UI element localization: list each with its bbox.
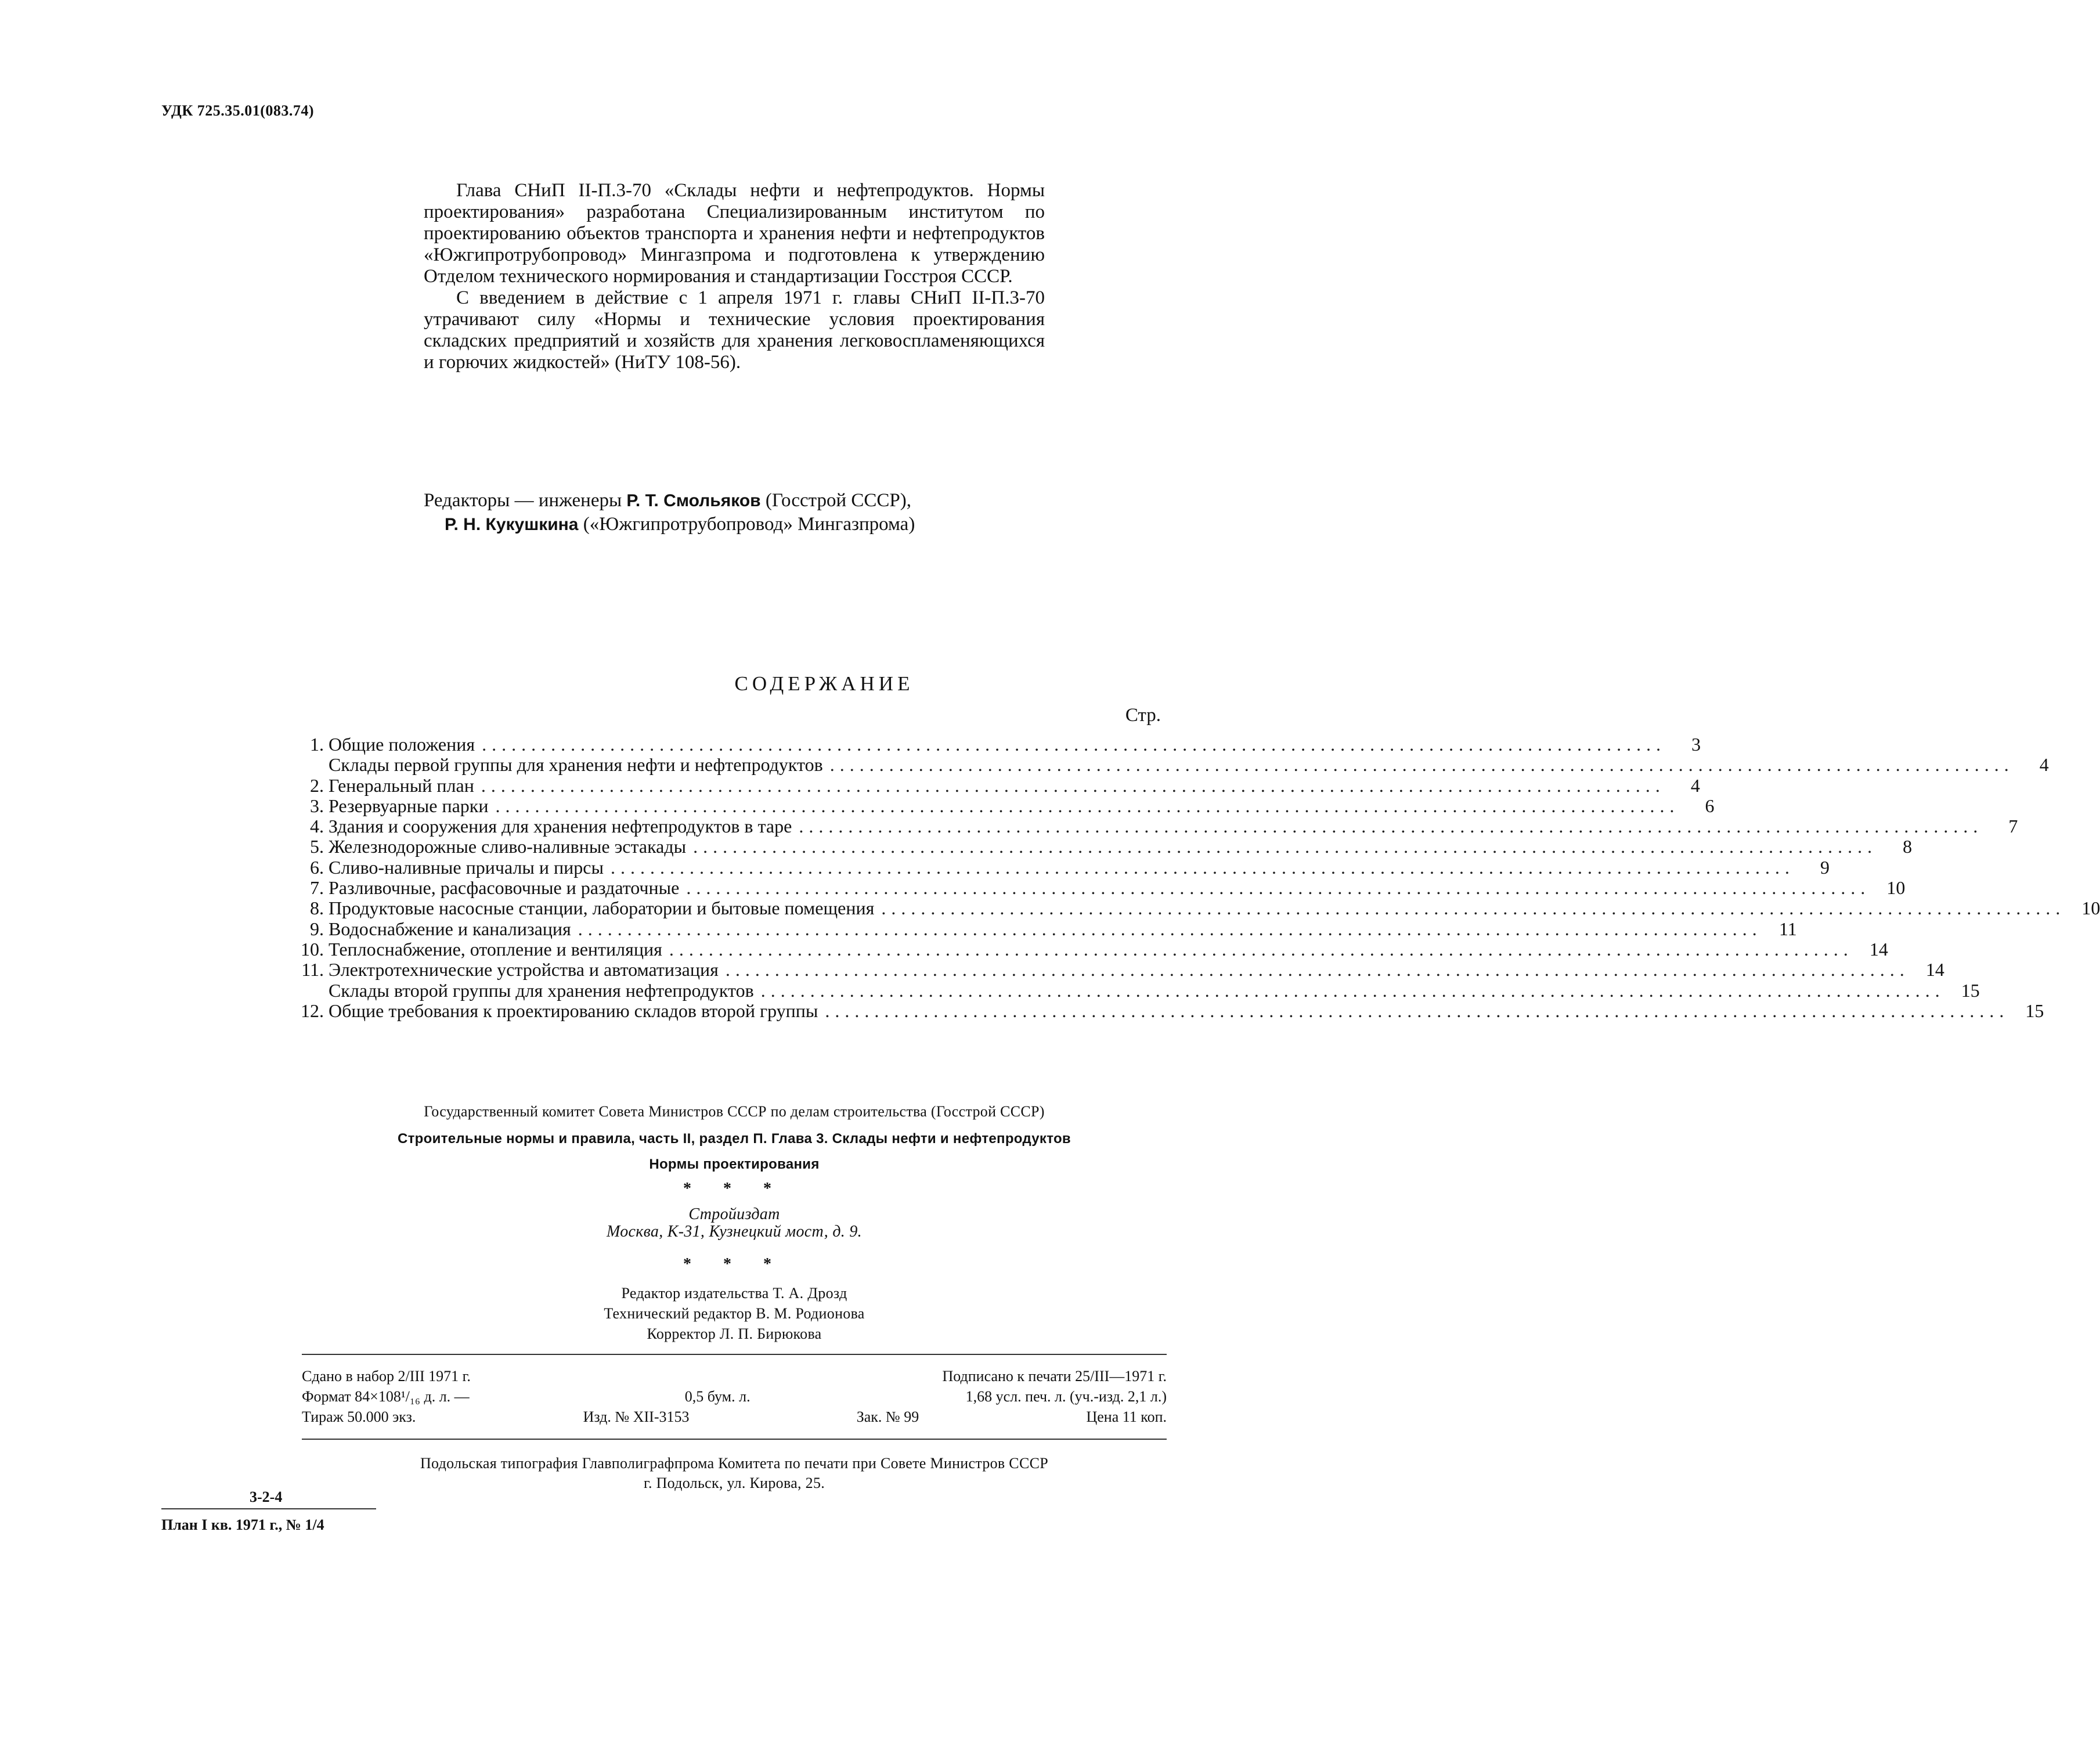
- imprint-committee: Государственный комитет Совета Министров СССР по делам строительства (Госстрой СССР): [424, 1103, 1045, 1120]
- toc-page-header: Стр.: [1125, 705, 1161, 726]
- toc-item-label: Генеральный план: [329, 774, 474, 796]
- toc-item-label: Железнодорожные сливо-наливные эстакады: [329, 836, 687, 857]
- toc-item: [295, 979, 1980, 1001]
- toc-item-number: [295, 755, 329, 775]
- toc-item-page: 8: [1903, 836, 1913, 857]
- imprint-tech-editor: Технический редактор В. М. Родионова: [604, 1305, 865, 1322]
- imprint-stars: * * *: [683, 1180, 785, 1198]
- toc-item-label: Общие требования к проектированию складов второй группы: [329, 1000, 818, 1021]
- toc-item-number: 6.: [310, 856, 324, 878]
- toc-item-page: 15: [2025, 1000, 2044, 1021]
- toc-item-label: Теплоснабжение, отопление и вентиляция: [329, 938, 662, 960]
- toc-item-number: [295, 981, 329, 1001]
- toc-leader-dots: ........................................................................................................................: [829, 754, 2014, 776]
- toc-item-page: 10: [2081, 898, 2100, 919]
- toc-item-page: 4: [2039, 754, 2049, 776]
- divider-bottom: [302, 1439, 1167, 1440]
- toc-item-page: 15: [1961, 979, 1980, 1001]
- toc-leader-dots: ........................................................................................................................: [693, 836, 1878, 857]
- toc-item: [295, 856, 1830, 878]
- editor-name-1: Р. Т. Смольяков: [626, 491, 761, 510]
- toc-item: [295, 1000, 2044, 1021]
- toc-item-number: 4.: [310, 816, 324, 837]
- toc-leader-dots: ........................................................................................................................: [611, 856, 1795, 878]
- editors-line-1: [424, 489, 915, 513]
- toc-item-page: 14: [1869, 938, 1888, 960]
- toc-title: СОДЕРЖАНИЕ: [734, 672, 914, 695]
- toc-item: [295, 754, 2049, 776]
- toc-item-page: 10: [1886, 877, 1906, 899]
- plan-code: 3-2-4: [250, 1488, 283, 1505]
- toc-leader-dots: ........................................................................................................................: [686, 877, 1871, 899]
- editors-line-2: [424, 513, 915, 536]
- toc-item-number: 10.: [301, 938, 324, 960]
- imprint-editor: Редактор издательства Т. А. Дрозд: [621, 1285, 847, 1302]
- toc-leader-dots: ........................................................................................................................: [825, 1000, 2009, 1021]
- toc-leader-dots: ........................................................................................................................: [578, 918, 1762, 939]
- toc-leader-dots: ........................................................................................................................: [481, 774, 1665, 796]
- publication-row-2: [302, 1388, 1167, 1405]
- toc-item-number: 11.: [301, 959, 324, 981]
- intro-text: [424, 180, 1045, 373]
- toc-item-label: Разливочные, расфасовочные и раздаточные: [329, 877, 680, 899]
- imprint-address: Москва, К-31, Кузнецкий мост, д. 9.: [606, 1223, 862, 1241]
- intro-paragraph-2: С введением в действие с 1 апреля 1971 г. главы СНиП II-П.3-70 утрачивают силу «Нормы и технические условия проектирования складских предприятий и хозяйств для хранения легковоспламеняющихся и горючих жидкостей» (НиТУ 108-56).: [424, 287, 1045, 373]
- toc-item: [295, 774, 1700, 796]
- typesetting-date: Сдано в набор 2/III 1971 г.: [302, 1368, 471, 1385]
- toc-item-page: 6: [1705, 795, 1715, 816]
- publication-row-1: [302, 1368, 1167, 1385]
- toc-item: [295, 795, 1715, 816]
- toc-item: [295, 959, 1944, 981]
- editors-prefix: Редакторы — инженеры: [424, 490, 622, 511]
- toc-item-label: Общие положения: [329, 734, 475, 755]
- toc-item: [295, 898, 2100, 919]
- imprint-publisher: Стройиздат: [688, 1205, 780, 1223]
- toc-item-page: 14: [1925, 959, 1944, 981]
- publication-row-3: [302, 1408, 1167, 1426]
- toc-leader-dots: ........................................................................................................................: [669, 938, 1853, 960]
- toc-item-label: Водоснабжение и канализация: [329, 918, 571, 939]
- toc-item-page: 4: [1690, 774, 1700, 796]
- toc-leader-dots: ........................................................................................................................: [760, 979, 1945, 1001]
- toc-leader-dots: ........................................................................................................................: [495, 795, 1680, 816]
- toc-item-number: 3.: [310, 795, 324, 816]
- editors-block: [424, 489, 915, 536]
- toc-item: [295, 816, 2018, 837]
- printer-line-1: Подольская типография Главполиграфпрома Комитета по печати при Совете Министров СССР: [420, 1455, 1048, 1472]
- format: Формат 84×108¹/₁₆ д. л. —: [302, 1388, 470, 1405]
- imprint-series: Строительные нормы и правила, часть II, раздел П. Глава 3. Склады нефти и нефтепродуктов: [397, 1131, 1071, 1147]
- editor-name-2: Р. Н. Кукушкина: [445, 515, 579, 534]
- print-date: Подписано к печати 25/III—1971 г.: [942, 1368, 1167, 1385]
- toc-item: [295, 938, 1888, 960]
- toc-item: [295, 877, 1906, 899]
- table-of-contents: [295, 734, 2100, 1021]
- toc-item-number: 1.: [310, 734, 324, 755]
- toc-item-number: 9.: [310, 918, 324, 939]
- toc-item-label: Склады второй группы для хранения нефтепродуктов: [329, 979, 754, 1001]
- toc-item-label: Резервуарные парки: [329, 795, 489, 816]
- divider-top: [302, 1354, 1167, 1355]
- toc-item: [295, 918, 1797, 939]
- imprint-corrector: Корректор Л. П. Бирюкова: [647, 1325, 822, 1342]
- order-number: Зак. № 99: [856, 1408, 919, 1425]
- toc-leader-dots: ........................................................................................................................: [725, 959, 1910, 981]
- toc-leader-dots: ........................................................................................................................: [881, 898, 2066, 919]
- toc-item-label: Здания и сооружения для хранения нефтепродуктов в таре: [329, 816, 792, 837]
- price: Цена 11 коп.: [1086, 1408, 1167, 1425]
- plan-line: План I кв. 1971 г., № 1/4: [161, 1516, 324, 1533]
- udk-code: УДК 725.35.01(083.74): [161, 102, 315, 119]
- paper-sheets: 0,5 бум. л.: [684, 1388, 750, 1405]
- intro-paragraph-1: Глава СНиП II-П.3-70 «Склады нефти и нефтепродуктов. Нормы проектирования» разработана Специализированным институтом по проектированию объектов транспорта и хранения нефти и нефтепродуктов «Южгипротрубопровод» Мингазпрома и подготовлена к утверждению Отделом технического нормирования и стандартизации Госстроя СССР.: [424, 180, 1045, 287]
- imprint-stars-2: * * *: [683, 1255, 785, 1273]
- toc-item-page: 11: [1778, 918, 1797, 939]
- toc-item-label: Сливо-наливные причалы и пирсы: [329, 856, 604, 878]
- edition-number: Изд. № XII-3153: [583, 1408, 690, 1425]
- toc-item-page: 9: [1820, 856, 1830, 878]
- toc-item-page: 3: [1691, 734, 1701, 755]
- toc-item-number: 12.: [301, 1000, 324, 1021]
- toc-item-page: 7: [2008, 816, 2018, 837]
- toc-item-number: 8.: [310, 898, 324, 919]
- editor-org-1: (Госстрой СССР),: [765, 490, 912, 511]
- plan-rule: [161, 1508, 376, 1509]
- toc-item-label: Электротехнические устройства и автоматизация: [329, 959, 719, 981]
- toc-item-label: Продуктовые насосные станции, лаборатории и бытовые помещения: [329, 898, 875, 919]
- toc-item-number: 7.: [310, 877, 324, 899]
- imprint-subtitle: Нормы проектирования: [649, 1156, 820, 1172]
- circulation: Тираж 50.000 экз.: [302, 1408, 416, 1425]
- toc-item-label: Склады первой группы для хранения нефти и нефтепродуктов: [329, 754, 823, 776]
- toc-item-number: 5.: [310, 836, 324, 857]
- toc-item: [295, 734, 1701, 755]
- toc-leader-dots: ........................................................................................................................: [799, 816, 1983, 837]
- toc-item-number: 2.: [310, 774, 324, 796]
- print-sheets: 1,68 усл. печ. л. (уч.-изд. 2,1 л.): [965, 1388, 1167, 1405]
- editor-org-2: («Южгипротрубопровод» Мингазпрома): [583, 514, 915, 535]
- toc-item: [295, 836, 1913, 857]
- printer-line-2: г. Подольск, ул. Кирова, 25.: [643, 1475, 825, 1491]
- toc-leader-dots: ........................................................................................................................: [482, 734, 1666, 755]
